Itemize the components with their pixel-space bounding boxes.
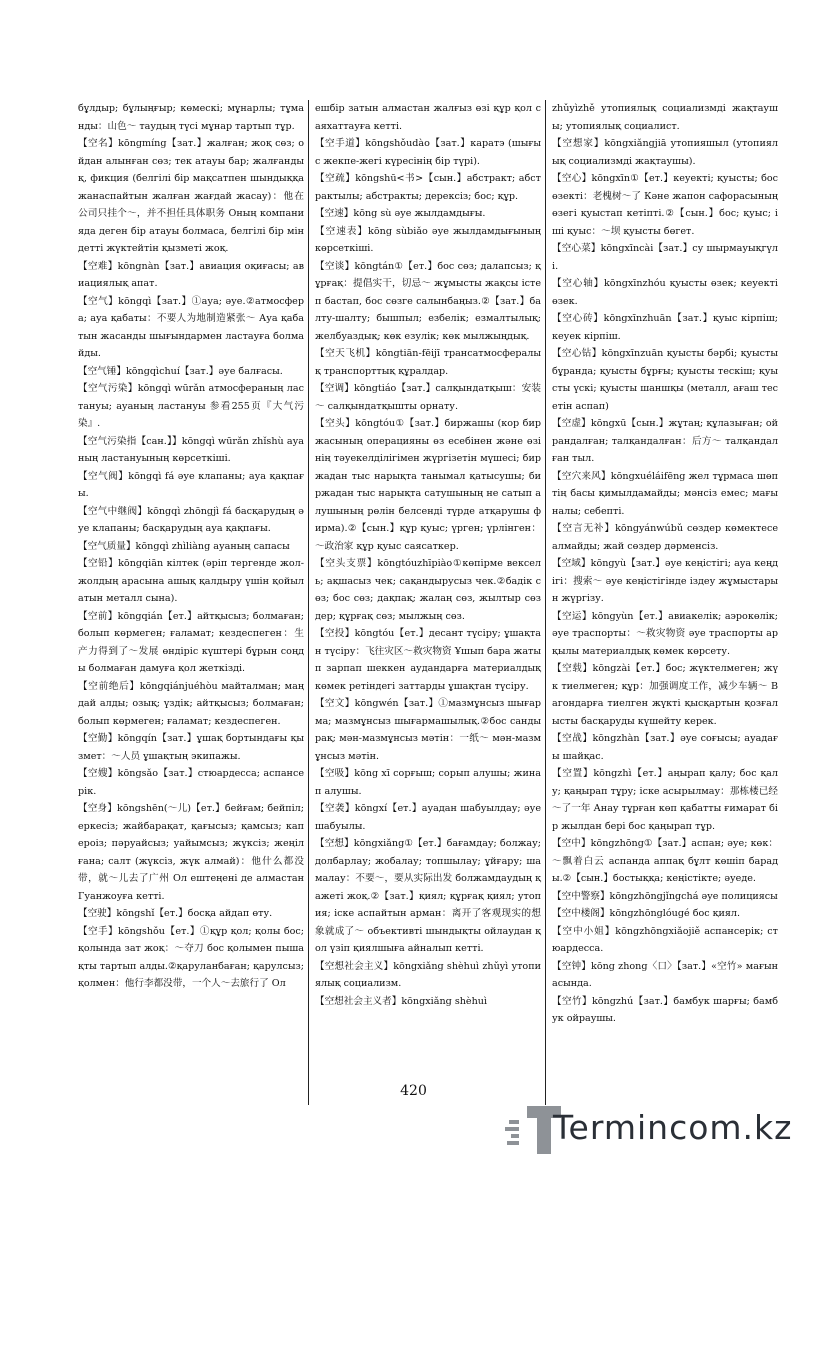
entry: 【空谈】kōngtán①【ет.】бос сөз; далапсыз; құрғақ：提倡实干，切忌～ жұмысты жақсы істеп бастап, бос сөзге салынбаңыз.②【зат.】балту-шалту; бышпыл; езбелік; езмалтылық; желбуаздық; көк езулік; көк мылжыңдық. — [315, 260, 541, 342]
entry: 【空域】kōngyù【зат.】әуе кеңістігі; ауа кеңдігі：搜索～ әуе кеңістігінде іздеу жұмыстарын жүргізу. — [552, 558, 778, 604]
entry: 【空气锤】kōngqìchuí【зат.】әуе балғасы. — [78, 365, 283, 377]
entry: 【空想】kōngxiǎng①【ет.】бағамдау; болжау; долбарлау; жобалау; топшылау; ұйғару; шамалау：不要～，要从实际出发 болжамдаудың қажеті жоқ.②【зат.】қиял; құрғақ қиял; утопия; іске аспайтын арман：离开了客观现实的想象就成了～ объективті шындықты ойлаудан қол үзіп қиялшыға айналып кетті. — [315, 838, 541, 954]
entry: 【空虚】kōngxū【сын.】жұтаң; құлазыған; ойрандалған; талқандалған：后方～ талқандалған тыл. — [552, 418, 778, 464]
entry: 【空钟】kōng zhong〈口〉【зат.】«空竹» мағынасында. — [552, 960, 778, 989]
column-3 — [552, 100, 778, 1028]
entry: 【空头支票】kōngtóuzhīpiào①көпірме вексель; ақшасыз чек; сақандырусыз чек.②бадік сөз; бос сөз; дақпақ; жалаң сөз, жылтыр сөздер; құрғақ сөз; мылжың сөз. — [315, 558, 541, 622]
entry: 【空置】kōngzhì【ет.】аңырап қалу; бос қалу; қаңырап тұру; іске асырылмау：那栋楼已经～了一年 Анау тұрған көп қабатты ғимарат бір жылдан бері бос қаңырап тұр. — [552, 768, 778, 832]
entry: 【空中】kōngzhōng①【зат.】аспан; әуе; көк：～飘着白云 аспанда аппақ бұлт көшіп барады.②【сын.】бостыққа; кеңістікте; әуеде. — [552, 838, 778, 884]
entry: 【空气污染】kōngqì wūrǎn атмосфераның ластануы; ауаның ластануы 参看255页『大气污染』. — [78, 383, 304, 429]
entry: 【空袭】kōngxí【ет.】ауадан шабуылдау; әуе шабуылы. — [315, 803, 541, 832]
entry: 【空载】kōngzài【ет.】бос; жүктелмеген; жүк тиелмеген; құр：加强调度工作，减少车辆～ Вагондарға тиелген жүкті қысқартын қозғалысты басқаруды күшейту керек. — [552, 663, 778, 727]
entry: 【空铅】kōngqiān кілтек (әріп тергенде жол-жолдың арасына ашық қалдыру үшін қойылатын металл сына). — [78, 558, 304, 604]
entry: 【空想社会主义】kōngxiǎng shèhuì zhǔyì утопиялық социализм. — [315, 960, 541, 989]
entry: 【空想社会主义者】kōngxiǎng shèhuì — [315, 995, 488, 1007]
watermark-text: Termincom.kz — [553, 1108, 793, 1147]
entry: 【空中楼阁】kōngzhōnglóugé бос қиял. — [552, 908, 741, 919]
entry: 【空身】kōngshēn(～儿)【ет.】бейғам; бейпіл; еркесіз; жайбарақат, қағысыз; қамсыз; капероіз; пәруайсыз; уайымсыз; жүксіз; жеңіл ғана; салт (жүксіз, жүк алмай)：他什么都没带，就～儿去了广州 Ол ештеңені де алмастан Гуанжоуға кетті. — [78, 803, 304, 902]
entry: 【空想家】kōngxiǎngjiā утопияшыл (утопиялық социализмді жақтаушы). — [552, 138, 778, 167]
entry: 【空调】kōngtiáo【зат.】салқындатқыш：安装～ салқындатқышты орнату. — [315, 383, 541, 412]
entry: 【空穴来风】kōngxuéláifēng жел тұрмаса шөптің басы қимылдамайды; мәнсіз емес; мағыналы; себепті. — [552, 470, 778, 517]
entry: 【空运】kōngyùn【ет.】авиакелік; аэрокөлік; әуе траспорты：～救灾物资 әуе траспорты арқылы материалдық көмек көрсету. — [552, 610, 778, 657]
entry: 【空疏】kōngshū<书>【сын.】абстракт; абстрактылы; абстракты; дерексіз; бос; құр. — [315, 173, 541, 202]
column-divider — [545, 100, 546, 1105]
entry: 【空言无补】kōngyánwúbǔ сөздер көмектесе алмайды; жай сөздер дәрменсіз. — [552, 523, 778, 552]
entry: 【空勤】kōngqín【зат.】ұшақ бортындағы қызмет：～人员 ұшақтың экипажы. — [78, 733, 304, 762]
entry: 【空名】kōngmíng【зат.】жалған; жоқ сөз; ойдан алынған сөз; тек атауы бар; жалғандық, фикция (белгілі бір мақсатпен шындыққа жанаспайтын жалған жағдай жасау)：他在公司只挂个～，并不担任具体职务 Оның компанияда деген бір атауы болмаса, белгілі бір міндетті жүктейтін қызметі жоқ. — [78, 138, 304, 254]
entry: 【空速表】kōng sùbiǎo әуе жылдамдығының көрсеткіші. — [315, 225, 541, 254]
watermark-logo — [505, 1100, 815, 1160]
column-1 — [78, 100, 304, 993]
page-number: 420 — [400, 1083, 427, 1099]
entry: 【空中小姐】kōngzhōngxiǎojiě аспансерік; стюардесса. — [552, 925, 778, 954]
entry: 【空投】kōngtóu【ет.】десант түсіру; ұшақтан түсіру：飞往灾区～救灾物资 Ұшып бара жатып зарпап шеккен аудандарға материалдық көмек ретіндегі заттарды ұшақтан түсіру. — [315, 628, 541, 692]
column-divider — [308, 100, 309, 1105]
entry: бұлдыр; бұлыңғыр; көмескі; мұнарлы; тұманды：山色～ таудың түсі мұнар тартып тұр. — [78, 103, 304, 132]
entry: 【空文】kōngwén【зат.】①мазмұнсыз шығарма; мазмұнсыз шығармашылық.②бос сандырақ; мән-мазмұнсыз мәтін：一纸～ мән-мазмұнсыз мәтін. — [315, 698, 541, 762]
entry: 【空手道】kōngshǒudào【зат.】каратэ (шығыс жекпе-жегі күресінің бір түрі). — [315, 138, 541, 167]
entry: 【空天飞机】kōngtiān-fēijī трансатмосфералық транспорттық құралдар. — [315, 348, 541, 377]
column-2 — [315, 100, 541, 1010]
entry: 【空气】kōngqì【зат.】①ауа; әуе.②атмосфера; ауа қабаты：不要人为地制造紧张～ Ауа қабатын жасанды шығындармен ластауға болмайды. — [78, 295, 304, 359]
entry: 【空气污染指【сан.】】kōngqì wūrǎn zhǐshù ауаның ластануының көрсеткіші. — [78, 435, 304, 464]
entry: 【空前】kōngqián【ет.】айтқысыз; болмаған; болып көрмеген; ғаламат; кездеспеген：生产力得到了～发展 өндіріс күштері бұрын соңды болмаған дамуға қол жеткізді. — [78, 610, 304, 674]
entry: 【空气阀】kōngqì fá әуе клапаны; ауа қақпағы. — [78, 470, 304, 499]
entry: 【空心轴】kōngxīnzhóu қуысты өзек; кеуекті өзек. — [552, 278, 778, 307]
entry: 【空难】kōngnàn【зат.】авиация оқиғасы; авиациялық апат. — [78, 260, 304, 289]
entry: ешбір затын алмастан жалғыз өзі құр қол саяхаттауға кетті. — [315, 103, 541, 132]
entry: 【空嫂】kōngsǎo【зат.】стюардесса; аспансерік. — [78, 768, 304, 797]
entry: 【空手】kōngshǒu【ет.】①құр қол; қолы бос; қолында зат жоқ：～夺刀 бос қолымен пышақты тартып алды.②қаруланбаған; қарулсыз; қолмен：他行李都没带，一个人～去旅行了 Ол — [78, 925, 304, 989]
entry: 【空心砖】kōngxīnzhuān【зат.】қуыс кірпіш; кеуек кірпіш. — [552, 313, 778, 342]
entry: 【空战】kōngzhàn【зат.】әуе соғысы; ауадағы шайқас. — [552, 733, 778, 762]
entry: 【空心钻】kōngxīnzuān қуысты бәрбі; қуысты бұранда; қуысты бұрғы; қуысты тескіш; қуысты үскі; қуысты шаншқы (металл, ағаш тесетін аспап) — [552, 348, 778, 412]
entry: 【空头】kōngtóu①【зат.】биржашы (кор биржасының операцияны өз есебінен және өзінің тәуекелділігімен жүргізетін мүшесі; биржадан тыс нарықта танымал қатысушы; биржадан тыс нарықта сатушының не сатып алушының рөлін белсенді түрде атқарушы фирма).②【сын.】құр қуыс; үрген; үрлінген：～政治家 құр қуыс саясаткер. — [315, 418, 541, 552]
entry: 【空气中继阀】kōngqì zhōngjì fá басқарудың әуе клапаны; басқарудың ауа қақпағы. — [78, 505, 304, 534]
entry: 【空中警察】kōngzhōngjǐngchá әуе полициясы — [552, 890, 778, 902]
entry: 【空竹】kōngzhú【зат.】бамбук шарғы; бамбук ойраушы. — [552, 995, 778, 1024]
entry: 【空速】kōng sù әуе жылдамдығы. — [315, 208, 486, 219]
dictionary-page — [78, 100, 778, 1370]
entry: 【空驶】kōngshǐ【ет.】босқа айдап өту. — [78, 908, 273, 919]
entry: 【空吸】kōng xī сорғыш; сорып алушы; жинап алушы. — [315, 768, 541, 797]
entry: zhǔyìzhě утопиялық социализмді жақтаушы; утопиялық социалист. — [552, 103, 778, 132]
entry: 【空心】kōngxīn①【ет.】кеуекті; қуысты; бос өзекті：老槐树～了 Кәне жапон сафорасының өзегі қуыстап кетіпті.②【сын.】бос; қуыс; іші қуыс：～坝 қуысты бөгет. — [552, 173, 778, 237]
entry: 【空气质量】kōngqì zhìliàng ауаның сапасы — [78, 540, 290, 552]
entry: 【空前绝后】kōngqiánjuéhòu майталман; маңдай алды; озық; үздік; айтқысыз; болмаған; болып көрмеген; ғаламат; кездеспеген. — [78, 680, 304, 727]
entry: 【空心菜】kōngxīncài【зат.】су шырмауықгүлі. — [552, 243, 778, 272]
